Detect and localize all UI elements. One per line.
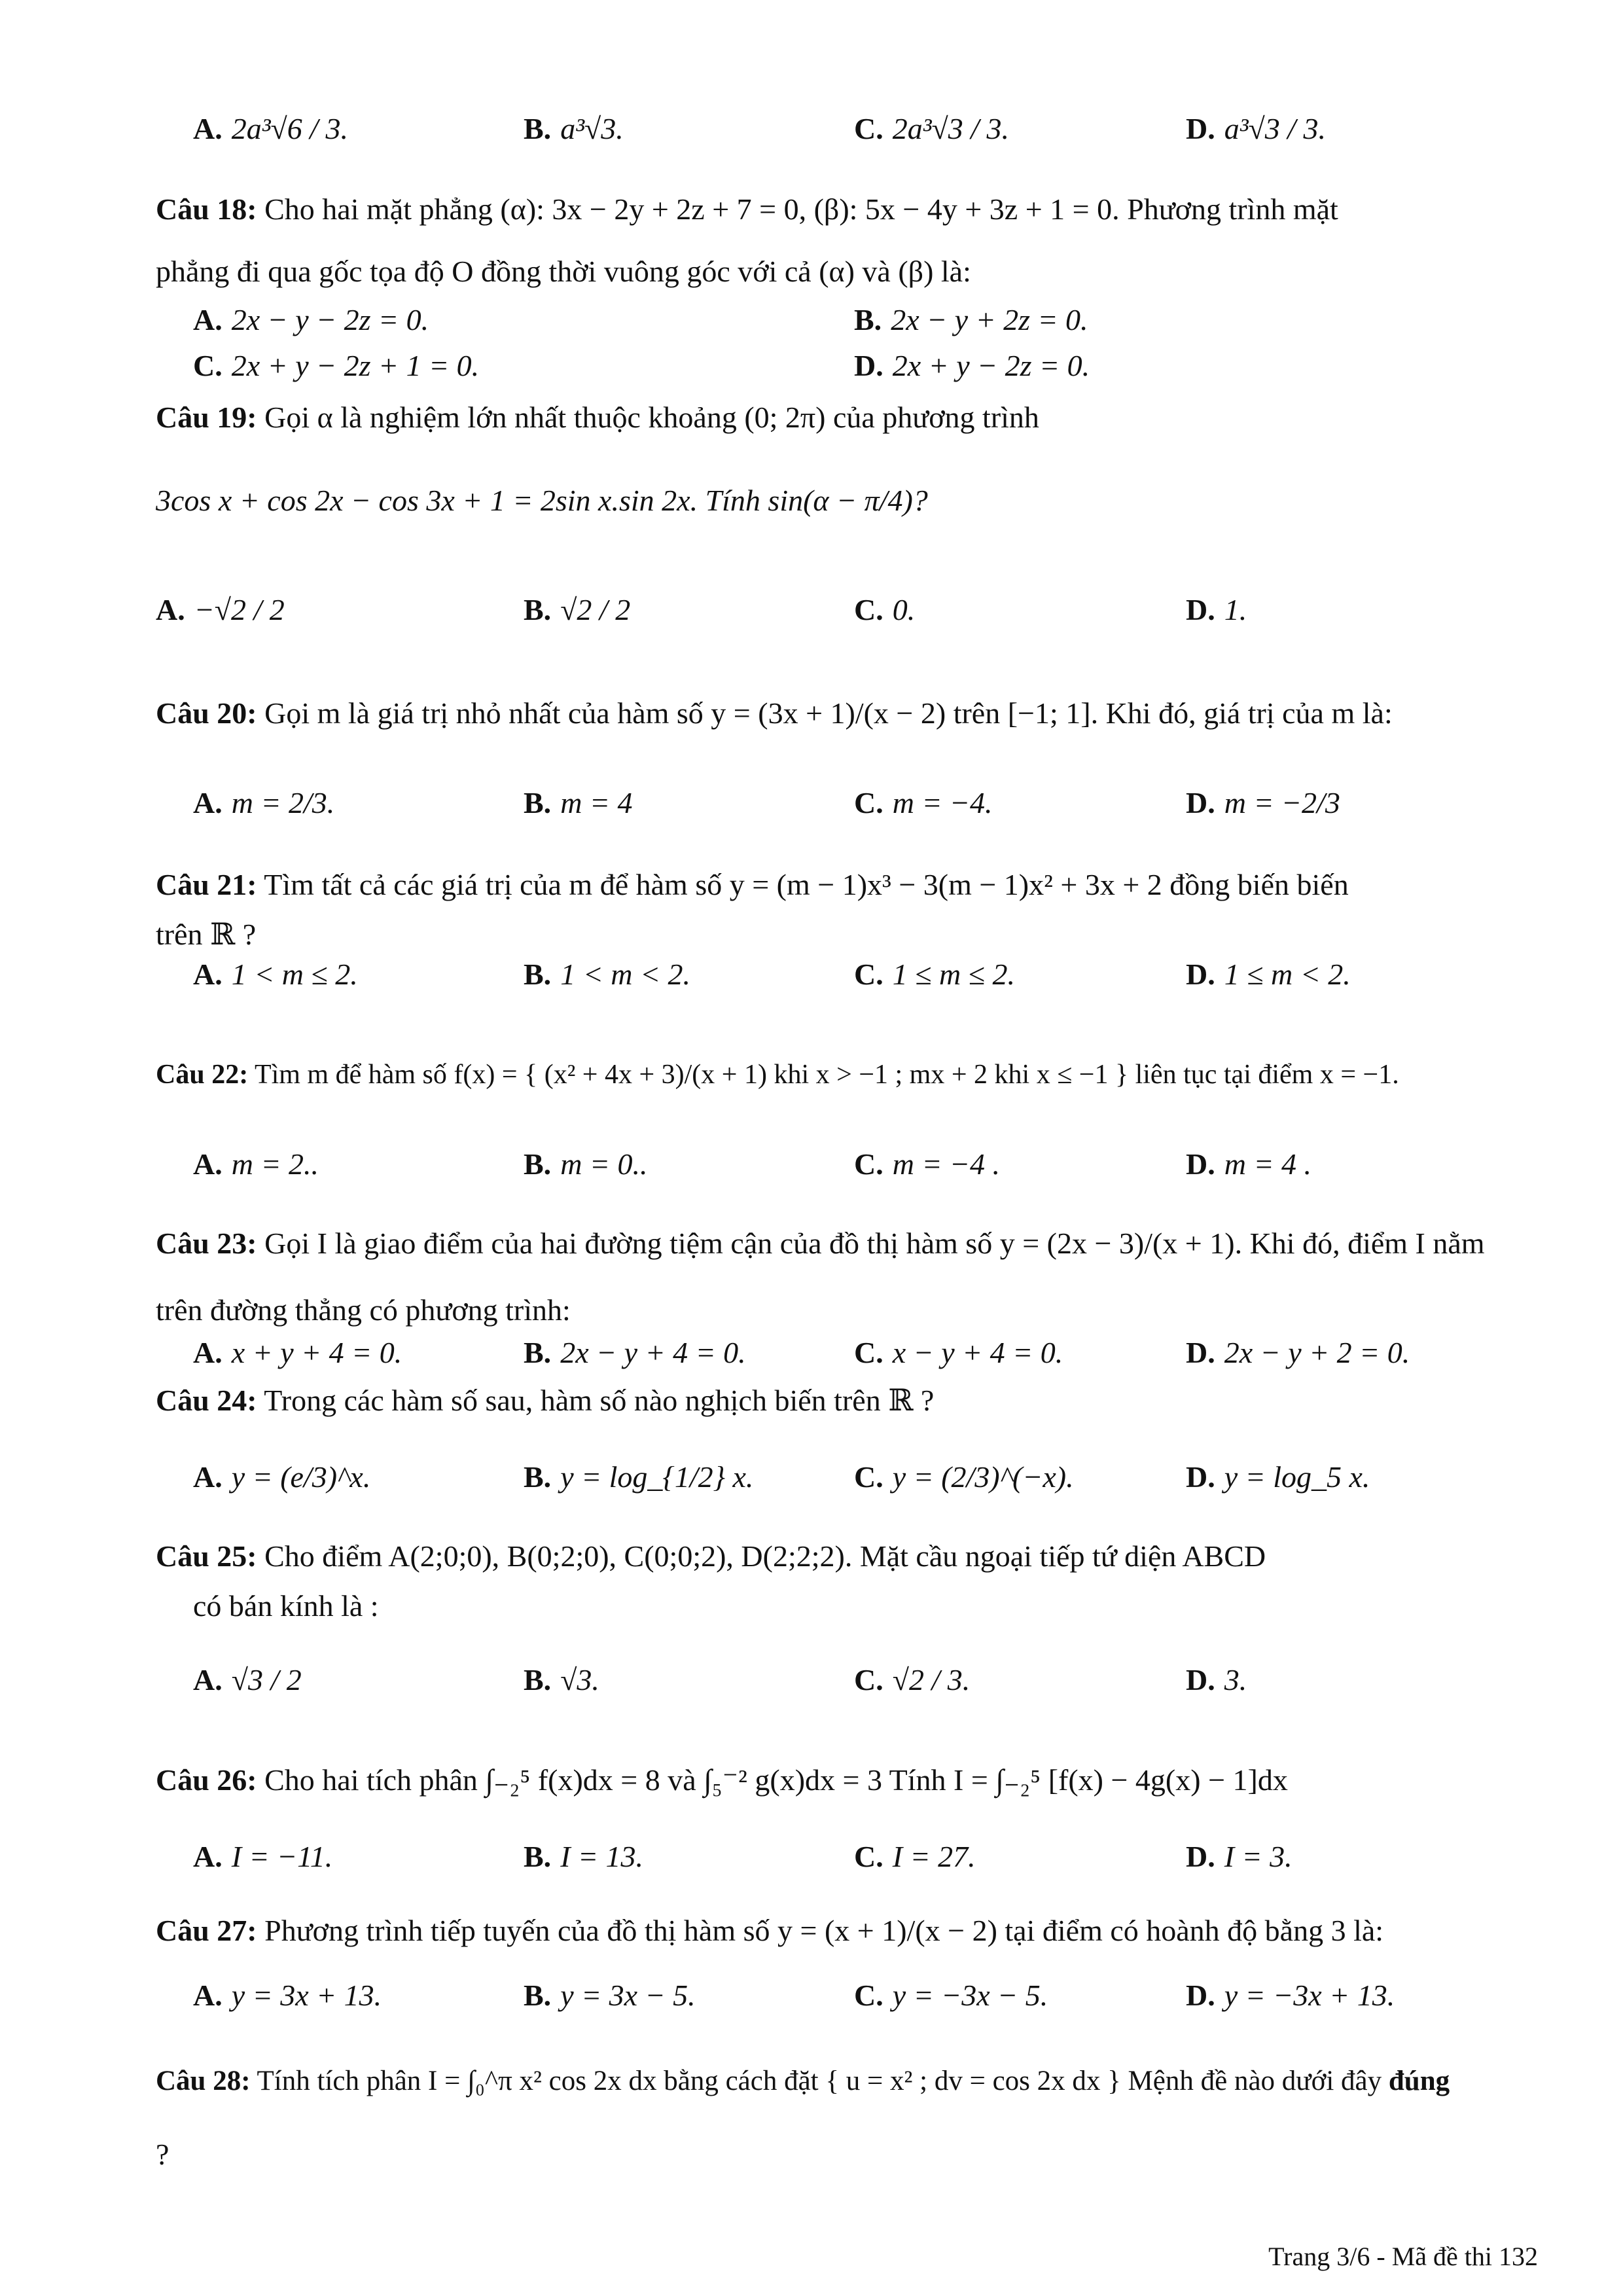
q17-option-a: A. 2a³√6 / 3. [193,112,349,145]
q19-option-d: D. 1. [1186,593,1247,626]
q22-option-c: C. m = −4 . [854,1147,1001,1181]
q25-option-d: D. 3. [1186,1663,1247,1696]
q23-option-d: D. 2x − y + 2 = 0. [1186,1336,1410,1369]
q20-option-b: B. m = 4 [524,786,633,819]
q21-option-c: C. 1 ≤ m ≤ 2. [854,958,1015,991]
q19-option-a: A. −√2 / 2 [156,593,285,626]
q26-option-d: D. I = 3. [1186,1840,1293,1873]
q28-line1: Câu 28: Tính tích phân I = ∫₀^π x² cos 2x dx bằng cách đặt { u = x² ; dv = cos 2x dx } Mệnh đề nào dưới đây đúng [156,2066,1450,2096]
q19-line1: Câu 19: Gọi α là nghiệm lớn nhất thuộc khoảng (0; 2π) của phương trình [156,401,1039,434]
q21-option-d: D. 1 ≤ m < 2. [1186,958,1351,991]
q27-option-a: A. y = 3x + 13. [193,1979,382,2012]
q17-option-d: D. a³√3 / 3. [1186,112,1327,145]
page-footer: Trang 3/6 - Mã đề thi 132 [1268,2242,1538,2271]
q25-option-b: B. √3. [524,1663,599,1696]
q18-option-d: D. 2x + y − 2z = 0. [854,349,1090,382]
q21-option-a: A. 1 < m ≤ 2. [193,958,358,991]
q21-line2: trên ℝ ? [156,918,257,951]
q18-line2: phẳng đi qua gốc tọa độ O đồng thời vuông góc với cả (α) và (β) là: [156,255,971,288]
q28-line2: ? [156,2138,169,2171]
q21-line1: Câu 21: Tìm tất cả các giá trị của m để hàm số y = (m − 1)x³ − 3(m − 1)x² + 3x + 2 đồng biến biến [156,868,1349,901]
q20-option-c: C. m = −4. [854,786,993,819]
q25-line2: có bán kính là : [193,1589,379,1623]
q26-option-c: C. I = 27. [854,1840,976,1873]
q26-line1: Câu 26: Cho hai tích phân ∫₋₂⁵ f(x)dx = 8 và ∫₅⁻² g(x)dx = 3 Tính I = ∫₋₂⁵ [f(x) − 4g(x) − 1]dx [156,1763,1288,1797]
q23-option-a: A. x + y + 4 = 0. [193,1336,402,1369]
q17-option-b: B. a³√3. [524,112,624,145]
q18-option-a: A. 2x − y − 2z = 0. [193,303,429,336]
q19-option-c: C. 0. [854,593,916,626]
q23-line1: Câu 23: Gọi I là giao điểm của hai đường tiệm cận của đồ thị hàm số y = (2x − 3)/(x + 1). Khi đó, điểm I nằm [156,1227,1485,1260]
q22-option-a: A. m = 2.. [193,1147,319,1181]
q22-option-b: B. m = 0.. [524,1147,648,1181]
q18-option-c: C. 2x + y − 2z + 1 = 0. [193,349,480,382]
q26-option-b: B. I = 13. [524,1840,644,1873]
q20-line1: Câu 20: Gọi m là giá trị nhỏ nhất của hàm số y = (3x + 1)/(x − 2) trên [−1; 1]. Khi đó, giá trị của m là: [156,696,1393,730]
q22-line1: Câu 22: Tìm m để hàm số f(x) = { (x² + 4x + 3)/(x + 1) khi x > −1 ; mx + 2 khi x ≤ −1 } liên tục tại điểm x = −1. [156,1060,1399,1090]
q26-option-a: A. I = −11. [193,1840,333,1873]
q25-option-c: C. √2 / 3. [854,1663,971,1696]
q27-option-d: D. y = −3x + 13. [1186,1979,1395,2012]
q19-option-b: B. √2 / 2 [524,593,631,626]
q24-option-c: C. y = (2/3)^(−x). [854,1460,1074,1494]
q22-option-d: D. m = 4 . [1186,1147,1311,1181]
q21-option-b: B. 1 < m < 2. [524,958,690,991]
q23-option-c: C. x − y + 4 = 0. [854,1336,1063,1369]
q20-option-d: D. m = −2/3 [1186,786,1340,819]
q25-line1: Câu 25: Cho điểm A(2;0;0), B(0;2;0), C(0;0;2), D(2;2;2). Mặt cầu ngoại tiếp tứ diện ABCD [156,1539,1266,1573]
q19-line2: 3cos x + cos 2x − cos 3x + 1 = 2sin x.sin 2x. Tính sin(α − π/4)? [156,484,928,517]
q20-option-a: A. m = 2/3. [193,786,335,819]
q27-line1: Câu 27: Phương trình tiếp tuyến của đồ thị hàm số y = (x + 1)/(x − 2) tại điểm có hoành độ bằng 3 là: [156,1914,1384,1947]
q24-option-a: A. y = (e/3)^x. [193,1460,371,1494]
q27-option-c: C. y = −3x − 5. [854,1979,1048,2012]
q24-option-b: B. y = log_{1/2} x. [524,1460,754,1494]
q17-option-c: C. 2a³√3 / 3. [854,112,1010,145]
q25-option-a: A. √3 / 2 [193,1663,302,1696]
q18-line1: Câu 18: Cho hai mặt phẳng (α): 3x − 2y + 2z + 7 = 0, (β): 5x − 4y + 3z + 1 = 0. Phương trình mặt [156,192,1338,226]
q27-option-b: B. y = 3x − 5. [524,1979,696,2012]
q23-line2: trên đường thẳng có phương trình: [156,1293,571,1327]
q24-option-d: D. y = log_5 x. [1186,1460,1370,1494]
q23-option-b: B. 2x − y + 4 = 0. [524,1336,746,1369]
q18-option-b: B. 2x − y + 2z = 0. [854,303,1088,336]
q24-line1: Câu 24: Trong các hàm số sau, hàm số nào nghịch biến trên ℝ ? [156,1384,935,1417]
